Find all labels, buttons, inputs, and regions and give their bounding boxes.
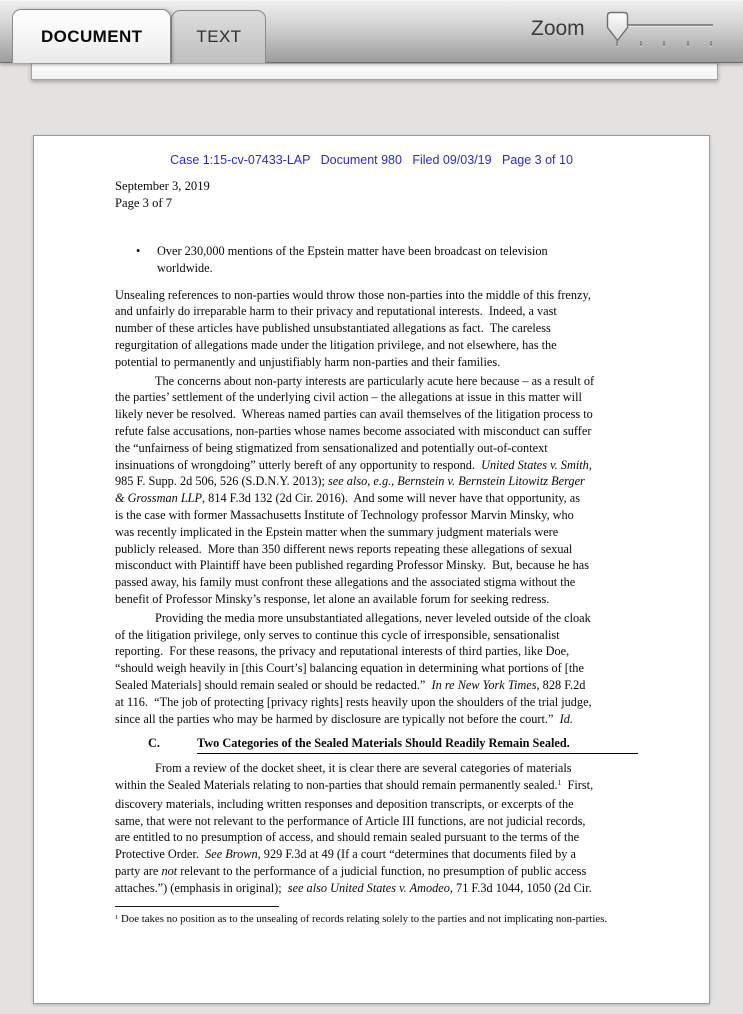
text-line: passed away, his family must confront these allegations and the associated stigma without the xyxy=(115,575,576,590)
zoom-tick xyxy=(663,41,665,46)
text-line: Protective Order. See Brown, 929 F.3d at 49 (If a court “determines that documents filed by a xyxy=(115,847,576,862)
text-line: potential to permanently and unjustifiably harm non-parties and their families. xyxy=(115,354,501,369)
section-heading-text: Two Categories of the Sealed Materials Should Readily Remain Sealed. xyxy=(197,735,638,754)
zoom-label: Zoom xyxy=(531,17,585,40)
tab-document-label: DOCUMENT xyxy=(41,26,143,46)
text-line: the “unfairness of being stigmatized from sensationalized and potentially out-of-context xyxy=(115,440,548,455)
footnote-separator xyxy=(115,906,279,907)
tab-text[interactable] xyxy=(171,10,266,63)
viewer-inner-top-edge xyxy=(31,63,718,80)
page-number-line: Page 3 of 7 xyxy=(115,196,173,210)
bullet-text: Over 230,000 mentions of the Epstein matter have been broadcast on television worldwide. xyxy=(157,244,548,275)
text-line: From a review of the docket sheet, it is clear there are several categories of materials xyxy=(155,761,572,776)
text-line: and unfairly do irreparable harm to their privacy and reputational interests. Indeed, a vast xyxy=(115,304,557,319)
text-line: The concerns about non-party interests are particularly acute here because – as a result of xyxy=(155,373,595,388)
text-line: & Grossman LLP, 814 F.3d 132 (2d Cir. 2016). And some will never have that opportunity, as xyxy=(115,491,581,506)
zoom-slider-thumb[interactable] xyxy=(606,11,630,43)
text-line: “should weigh heavily in [this Court’s] balancing equation in determining what portions of [the xyxy=(115,661,584,676)
text-line: within the Sealed Materials relating to non-parties that should remain permanently sealed.$^1$ First, xyxy=(115,777,594,792)
document-body xyxy=(115,243,638,896)
text-line: likely never be resolved. Whereas named parties can avail themselves of the litigation process to xyxy=(115,407,593,422)
text-line: party are not relevant to the performance of a judicial function, no presumption of public access xyxy=(115,863,587,878)
text-line: publicly released. More than 350 different news reports repeating these allegations of sexual xyxy=(115,541,573,556)
text-line: regurgitation of allegations made under the litigation privilege, and not elsewhere, has the xyxy=(115,337,557,352)
letter-header xyxy=(115,178,709,212)
paragraph xyxy=(115,287,638,371)
text-line: are entitled to no presumption of access, and should remain sealed pursuant to the terms of the xyxy=(115,830,580,845)
tab-bar xyxy=(12,9,266,63)
paragraph-group xyxy=(115,287,638,728)
section-heading xyxy=(115,735,638,754)
text-line: the parties’ settlement of the underlying civil action – the allegations at issue in this matter will xyxy=(115,390,582,405)
paragraph xyxy=(115,373,638,608)
text-line: is the case with former Massachusetts Institute of Technology professor Marvin Minsky, who xyxy=(115,507,574,522)
text-line: Providing the media more unsubstantiated allegations, never leveled outside of the cloak xyxy=(155,610,591,625)
footnote-marker: 1 xyxy=(115,914,119,921)
text-line: insinuations of wrongdoing” utterly bereft of any opportunity to respond. United States v. Smith, xyxy=(115,457,592,472)
zoom-tick xyxy=(640,41,642,46)
text-line: of the litigation privilege, only serves to continue this cycle of irresponsible, sensationalist xyxy=(115,627,560,642)
paragraph-group xyxy=(115,760,638,896)
text-line: Sealed Materials] should remain sealed or should be redacted.” In re New York Times, 828 F.2d xyxy=(115,677,586,692)
court-filing-stamp: Case 1:15-cv-07433-LAP Document 980 Filed 09/03/19 Page 3 of 10 xyxy=(170,153,573,167)
zoom-slider-track[interactable] xyxy=(616,24,713,26)
text-line: attaches.”) (emphasis in original); see also United States v. Amodeo, 71 F.3d 1044, 1050 (2d Cir. xyxy=(115,880,592,895)
text-line: 985 F. Supp. 2d 506, 526 (S.D.N.Y. 2013); see also, e.g., Bernstein v. Bernstein Litowitz Berger xyxy=(115,474,585,489)
text-line: since all the parties who may be harmed by disclosure are typically not before the court.” Id. xyxy=(115,711,573,726)
text-line: Unsealing references to non-parties would throw those non-parties into the middle of this frenzy, xyxy=(115,287,591,302)
paragraph xyxy=(115,610,638,728)
date-line: September 3, 2019 xyxy=(115,179,210,193)
zoom-slider[interactable] xyxy=(606,11,713,53)
bullet-item xyxy=(136,243,638,277)
text-line: discovery materials, including written responses and deposition transcripts, or excerpts of the xyxy=(115,796,574,811)
footnote xyxy=(115,906,638,928)
footnote-text: $^1$ Doe takes no position as to the unsealing of records relating solely to the parties and not implicating non-parties. xyxy=(115,913,608,925)
text-line: refute false accusations, non-parties whose names become associated with misconduct can suffer xyxy=(115,423,592,438)
text-line: number of these articles have published unsubstantiated allegations as fact. The careless xyxy=(115,321,551,336)
text-line: benefit of Professor Minsky’s response, let alone an available forum for seeking redress. xyxy=(115,591,550,606)
paragraph xyxy=(115,760,638,896)
zoom-tick xyxy=(687,41,689,46)
text-line: same, that were not relevant to the performance of Article III functions, are not judicial records, xyxy=(115,813,586,828)
tab-text-label: TEXT xyxy=(196,27,242,46)
text-line: at 116. “The job of protecting [privacy rights] rests heavily upon the shoulders of the trial judge, xyxy=(115,694,592,709)
zoom-tick xyxy=(710,41,712,46)
text-line: reporting. For these reasons, the privacy and reputational interests of third parties, like Doe, xyxy=(115,644,570,659)
document-page xyxy=(33,135,710,1004)
bullet-icon: • xyxy=(136,244,141,258)
viewer-toolbar xyxy=(0,0,743,63)
text-line: was recently implicated in the Epstein matter when the summary judgment materials were xyxy=(115,524,559,539)
tab-document[interactable] xyxy=(12,9,171,63)
text-line: misconduct with Plaintiff have been published regarding Professor Minsky. But, because he has xyxy=(115,558,590,573)
section-heading-number: C. xyxy=(148,736,160,751)
